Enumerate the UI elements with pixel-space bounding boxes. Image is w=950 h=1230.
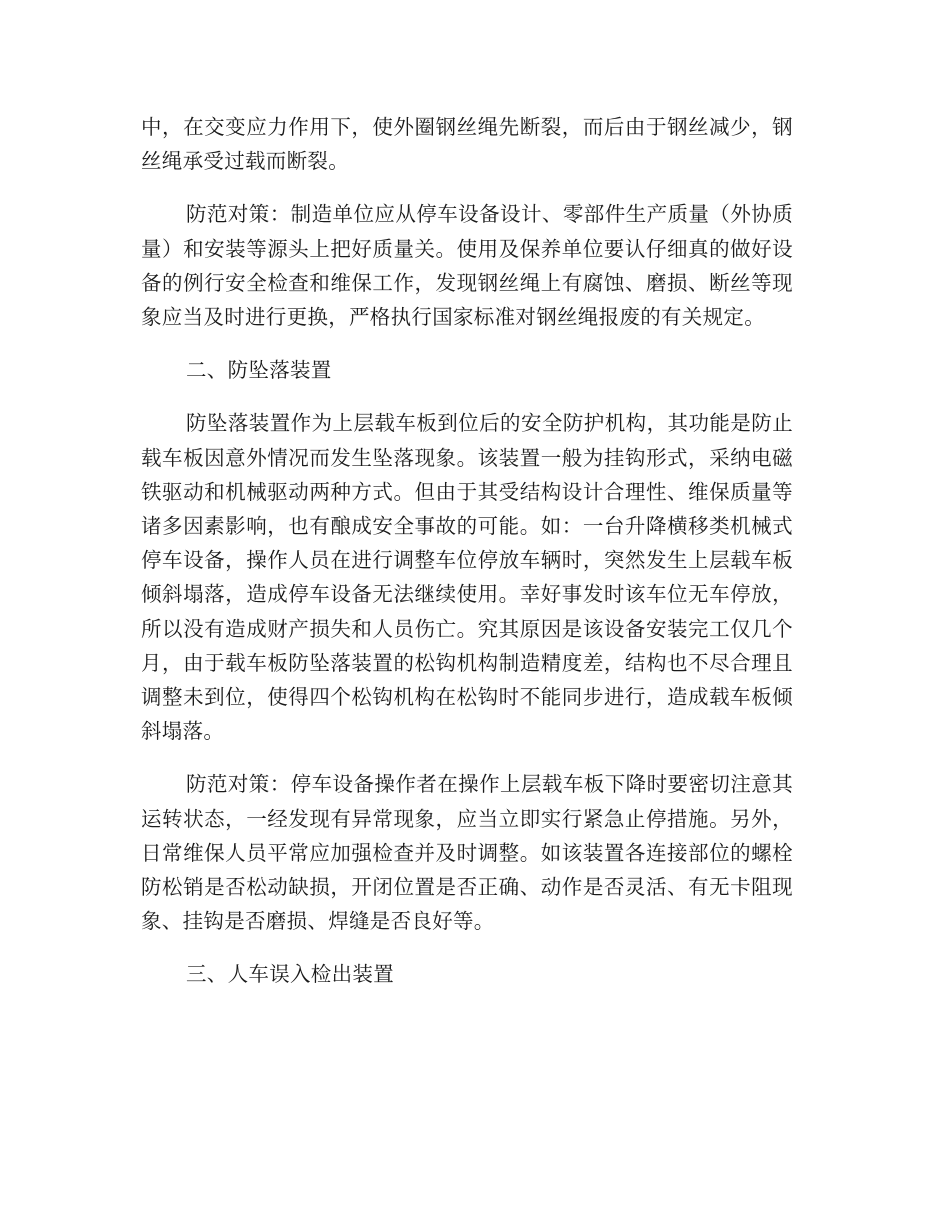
paragraph-anti-fall-device: 防坠落装置作为上层载车板到位后的安全防护机构，其功能是防止载车板因意外情况而发生坠落现象。该装置一般为挂钩形式，采纳电磁铁驱动和机械驱动两种方式。但由于其受结构设计合理性、维保质量等诸多因素影响，也有酿成安全事故的可能。如：一台升降横移类机械式停车设备，操作人员在进行调整车位停放车辆时，突然发生上层载车板倾斜塌落，造成停车设备无法继续使用。幸好事发时该车位无车停放，所以没有造成财产损失和人员伤亡。究其原因是该设备安装完工仅几个月，由于载车板防坠落装置的松钩机构制造精度差，结构也不尽合理且调整未到位，使得四个松钩机构在松钩时不能同步进行，造成载车板倾斜塌落。 [141,411,793,744]
section-heading-anti-fall-device: 二、防坠落装置 [186,358,332,383]
paragraph-countermeasure-wire-rope: 防范对策：制造单位应从停车设备设计、零部件生产质量（外协质量）和安装等源头上把好质量关。使用及保养单位要认仔细真的做好设备的例行安全检查和维保工作，发现钢丝绳上有腐蚀、磨损、断丝等现象应当及时进行更换，严格执行国家标准对钢丝绳报废的有关规定。 [141,202,793,330]
section-heading-intrusion-detection: 三、人车误入检出装置 [186,962,394,987]
paragraph-continuation: 中，在交变应力作用下，使外圈钢丝绳先断裂，而后由于钢丝减少，钢丝绳承受过载而断裂。 [141,115,793,174]
paragraph-countermeasure-anti-fall: 防范对策：停车设备操作者在操作上层载车板下降时要密切注意其运转状态，一经发现有异常现象，应当立即实行紧急止停措施。另外，日常维保人员平常应加强检查并及时调整。如该装置各连接部位的螺栓防松销是否松动缺损，开闭位置是否正确、动作是否灵活、有无卡阻现象、挂钩是否磨损、焊缝是否良好等。 [141,772,793,934]
document-body [141,110,793,1011]
